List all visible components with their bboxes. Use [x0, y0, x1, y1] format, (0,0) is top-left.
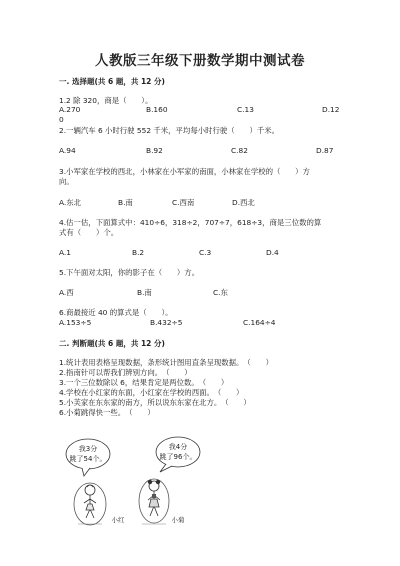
judgement-item-4: 4.学校在小红家的东面，小红家在学校的西面。 （ ）	[59, 388, 244, 397]
judgement-item-3: 3.一个三位数除以 6，结果肯定是两位数。 （ ）	[59, 378, 229, 387]
question-4-text-cont: 式有（ ）个。	[59, 228, 119, 237]
question-5-option-b: B.南	[137, 288, 152, 297]
speech-bubble-right	[156, 437, 200, 472]
question-3-option-b: B.南	[118, 198, 133, 207]
question-3-option-d: D.西北	[232, 198, 255, 207]
page-title: 人教版三年级下册数学期中测试卷	[95, 53, 305, 69]
question-5-option-c: C.东	[213, 288, 228, 297]
judgement-item-2: 2.指南针可以帮我们辨别方向。 （ ）	[59, 368, 192, 377]
question-6-option-b: B.432÷5	[150, 318, 183, 327]
question-6-option-c: C.164÷4	[243, 318, 276, 327]
question-5-text: 5.下午面对太阳，你的影子在（ ）方。	[59, 268, 200, 277]
question-1-option-a: A.270	[59, 105, 81, 114]
bubble-right-line-1: 我4分	[168, 443, 188, 451]
question-1-text: 1.2 除 320，商是（ ）。	[59, 96, 153, 105]
question-4-option-d: D.4	[266, 248, 279, 257]
question-3-text: 3.小军家在学校的西北，小林家在小军家的南面，小林家在学校的（ ）方	[59, 167, 310, 176]
bubble-left-line-1: 我3分	[78, 445, 98, 453]
question-2-text: 2.一辆汽车 6 小时行驶 552 千米，平均每小时行驶（ ）千米。	[59, 126, 280, 135]
bubble-left-line-2: 跳了54个。	[69, 455, 107, 463]
girl-left-figure	[74, 483, 106, 525]
girl-right-figure	[139, 479, 169, 523]
question-2-option-c: C.82	[231, 146, 248, 155]
question-4-option-b: B.2	[132, 248, 145, 257]
jump-rope-illustration	[60, 434, 260, 529]
section-heading-choice: 一. 选择题(共 6 题，共 12 分)	[59, 77, 165, 86]
question-1-option-d: D.12	[322, 105, 340, 114]
question-3-text-cont: 向。	[59, 177, 74, 186]
judgement-item-6: 6.小菊跳得快一些。 （ ）	[59, 408, 155, 417]
section-heading-judgement: 二. 判断题(共 6 题，共 12 分)	[59, 339, 165, 348]
question-6-text: 6.商最接近 40 的算式是（ ）。	[59, 308, 173, 317]
name-label-right: 小菊	[171, 516, 185, 524]
question-4-option-a: A.1	[59, 248, 71, 257]
question-2-option-b: B.92	[146, 146, 163, 155]
question-1-option-c: C.13	[237, 105, 254, 114]
question-3-option-a: A.东北	[59, 198, 82, 207]
judgement-item-5: 5.小芙家在东东家的南方，所以说东东家在北方。 （ ）	[59, 398, 251, 407]
question-6-option-a: A.153÷5	[59, 318, 92, 327]
speech-bubble-left	[66, 439, 110, 476]
question-5-option-a: A.西	[59, 288, 74, 297]
bubble-right-line-2: 跳了96个。	[159, 453, 197, 461]
question-1-option-overflow: 0	[59, 115, 64, 124]
question-2-option-a: A.94	[59, 146, 76, 155]
judgement-item-1: 1.统计表用表格呈现数据，条形统计图用直条呈现数据。 （ ）	[59, 358, 273, 367]
name-label-left: 小红	[111, 516, 125, 524]
question-4-text: 4.估一估，下面算式中：410÷6，318÷2，707÷7，618÷3，商是三位数的算	[59, 218, 322, 227]
question-1-option-b: B.160	[146, 105, 168, 114]
question-2-option-d: D.87	[316, 146, 334, 155]
question-4-option-c: C.3	[199, 248, 212, 257]
question-3-option-c: C.西南	[172, 198, 195, 207]
